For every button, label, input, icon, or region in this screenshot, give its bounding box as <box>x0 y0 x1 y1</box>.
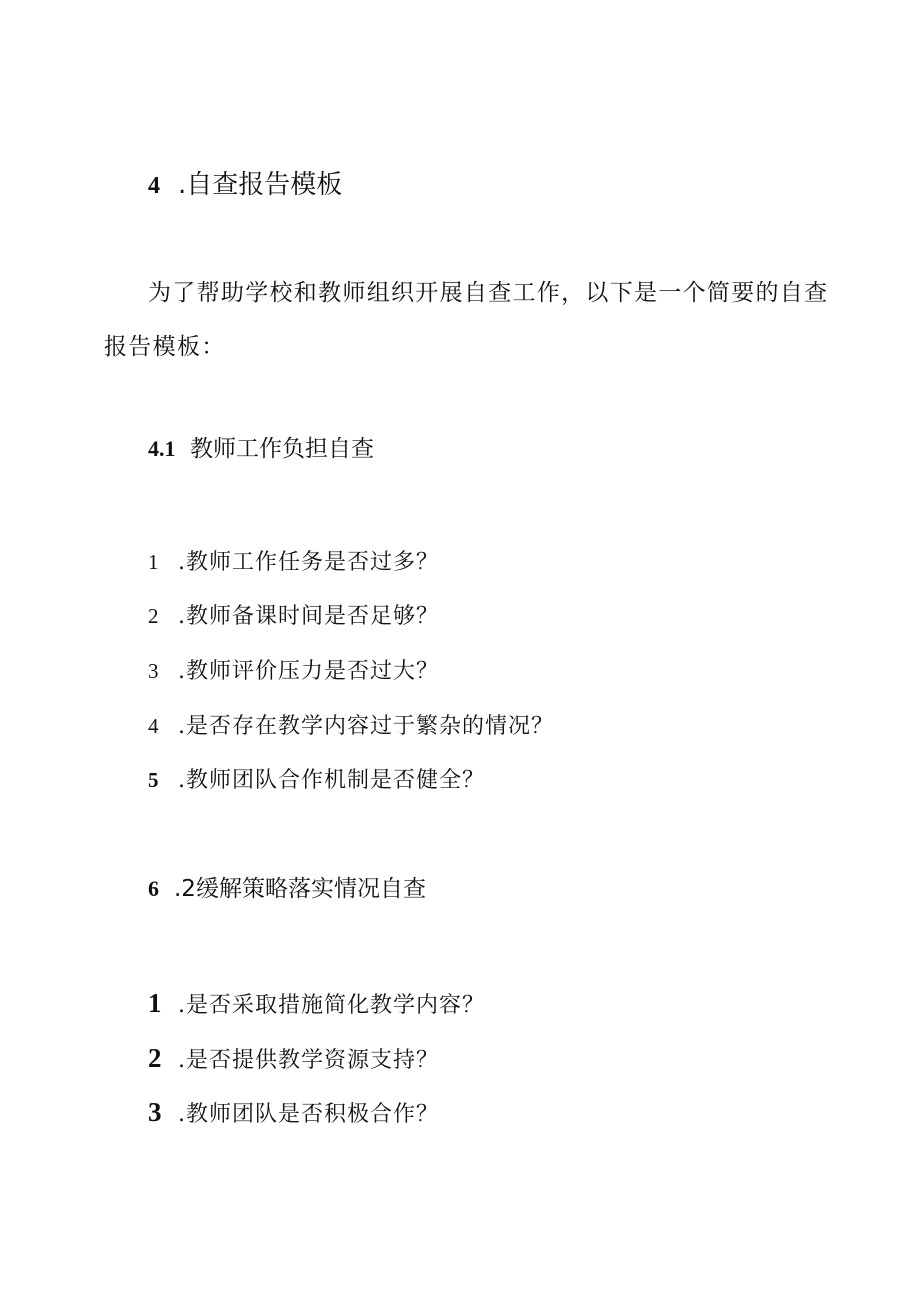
section-number: 4 <box>148 173 160 199</box>
list-item-text: .是否提供教学资源支持？ <box>178 1048 439 1073</box>
intro-paragraph-line-1: 为了帮助学校和教师组织开展自查工作，以下是一个简要的自查 <box>148 280 829 306</box>
list-item <box>148 1099 439 1126</box>
list-item-number: 3 <box>148 1097 163 1127</box>
list-item-text: .教师团队是否积极合作？ <box>178 1102 439 1127</box>
section-number: 4.1 <box>148 436 176 461</box>
list-item <box>148 716 554 738</box>
list-item <box>148 606 439 628</box>
list-item-number: 5 <box>148 768 160 792</box>
list-item-number: 1 <box>148 988 163 1018</box>
list-item-text: .教师备课时间是否足够？ <box>178 604 439 629</box>
list-item <box>148 770 485 792</box>
section-title: .自查报告模板 <box>178 170 343 200</box>
intro-paragraph-line-2: 报告模板： <box>104 334 226 360</box>
list-item <box>148 1045 439 1072</box>
list-item-number: 2 <box>148 1043 163 1073</box>
list-item-text: .教师团队合作机制是否健全？ <box>178 768 485 793</box>
section-4-1-heading <box>148 438 374 461</box>
list-item-text: .教师评价压力是否过大？ <box>178 659 439 684</box>
list-item-number: 2 <box>148 604 160 628</box>
list-item <box>148 552 439 574</box>
list-item-number: 1 <box>148 550 160 574</box>
section-title: 教师工作负担自查 <box>190 436 374 462</box>
section-number: 6 <box>148 876 159 901</box>
list-item-text: .是否采取措施简化教学内容？ <box>178 993 485 1018</box>
list-item-number: 4 <box>148 714 160 738</box>
list-item-number: 3 <box>148 659 160 683</box>
section-4-heading <box>148 172 342 198</box>
list-item-text: .教师工作任务是否过多？ <box>178 550 439 575</box>
list-item <box>148 661 439 683</box>
list-item <box>148 990 485 1017</box>
list-item-text: .是否存在教学内容过于繁杂的情况？ <box>178 714 554 739</box>
section-title: .2缓解策略落实情况自查 <box>174 876 426 902</box>
section-4-2-heading <box>148 878 426 901</box>
